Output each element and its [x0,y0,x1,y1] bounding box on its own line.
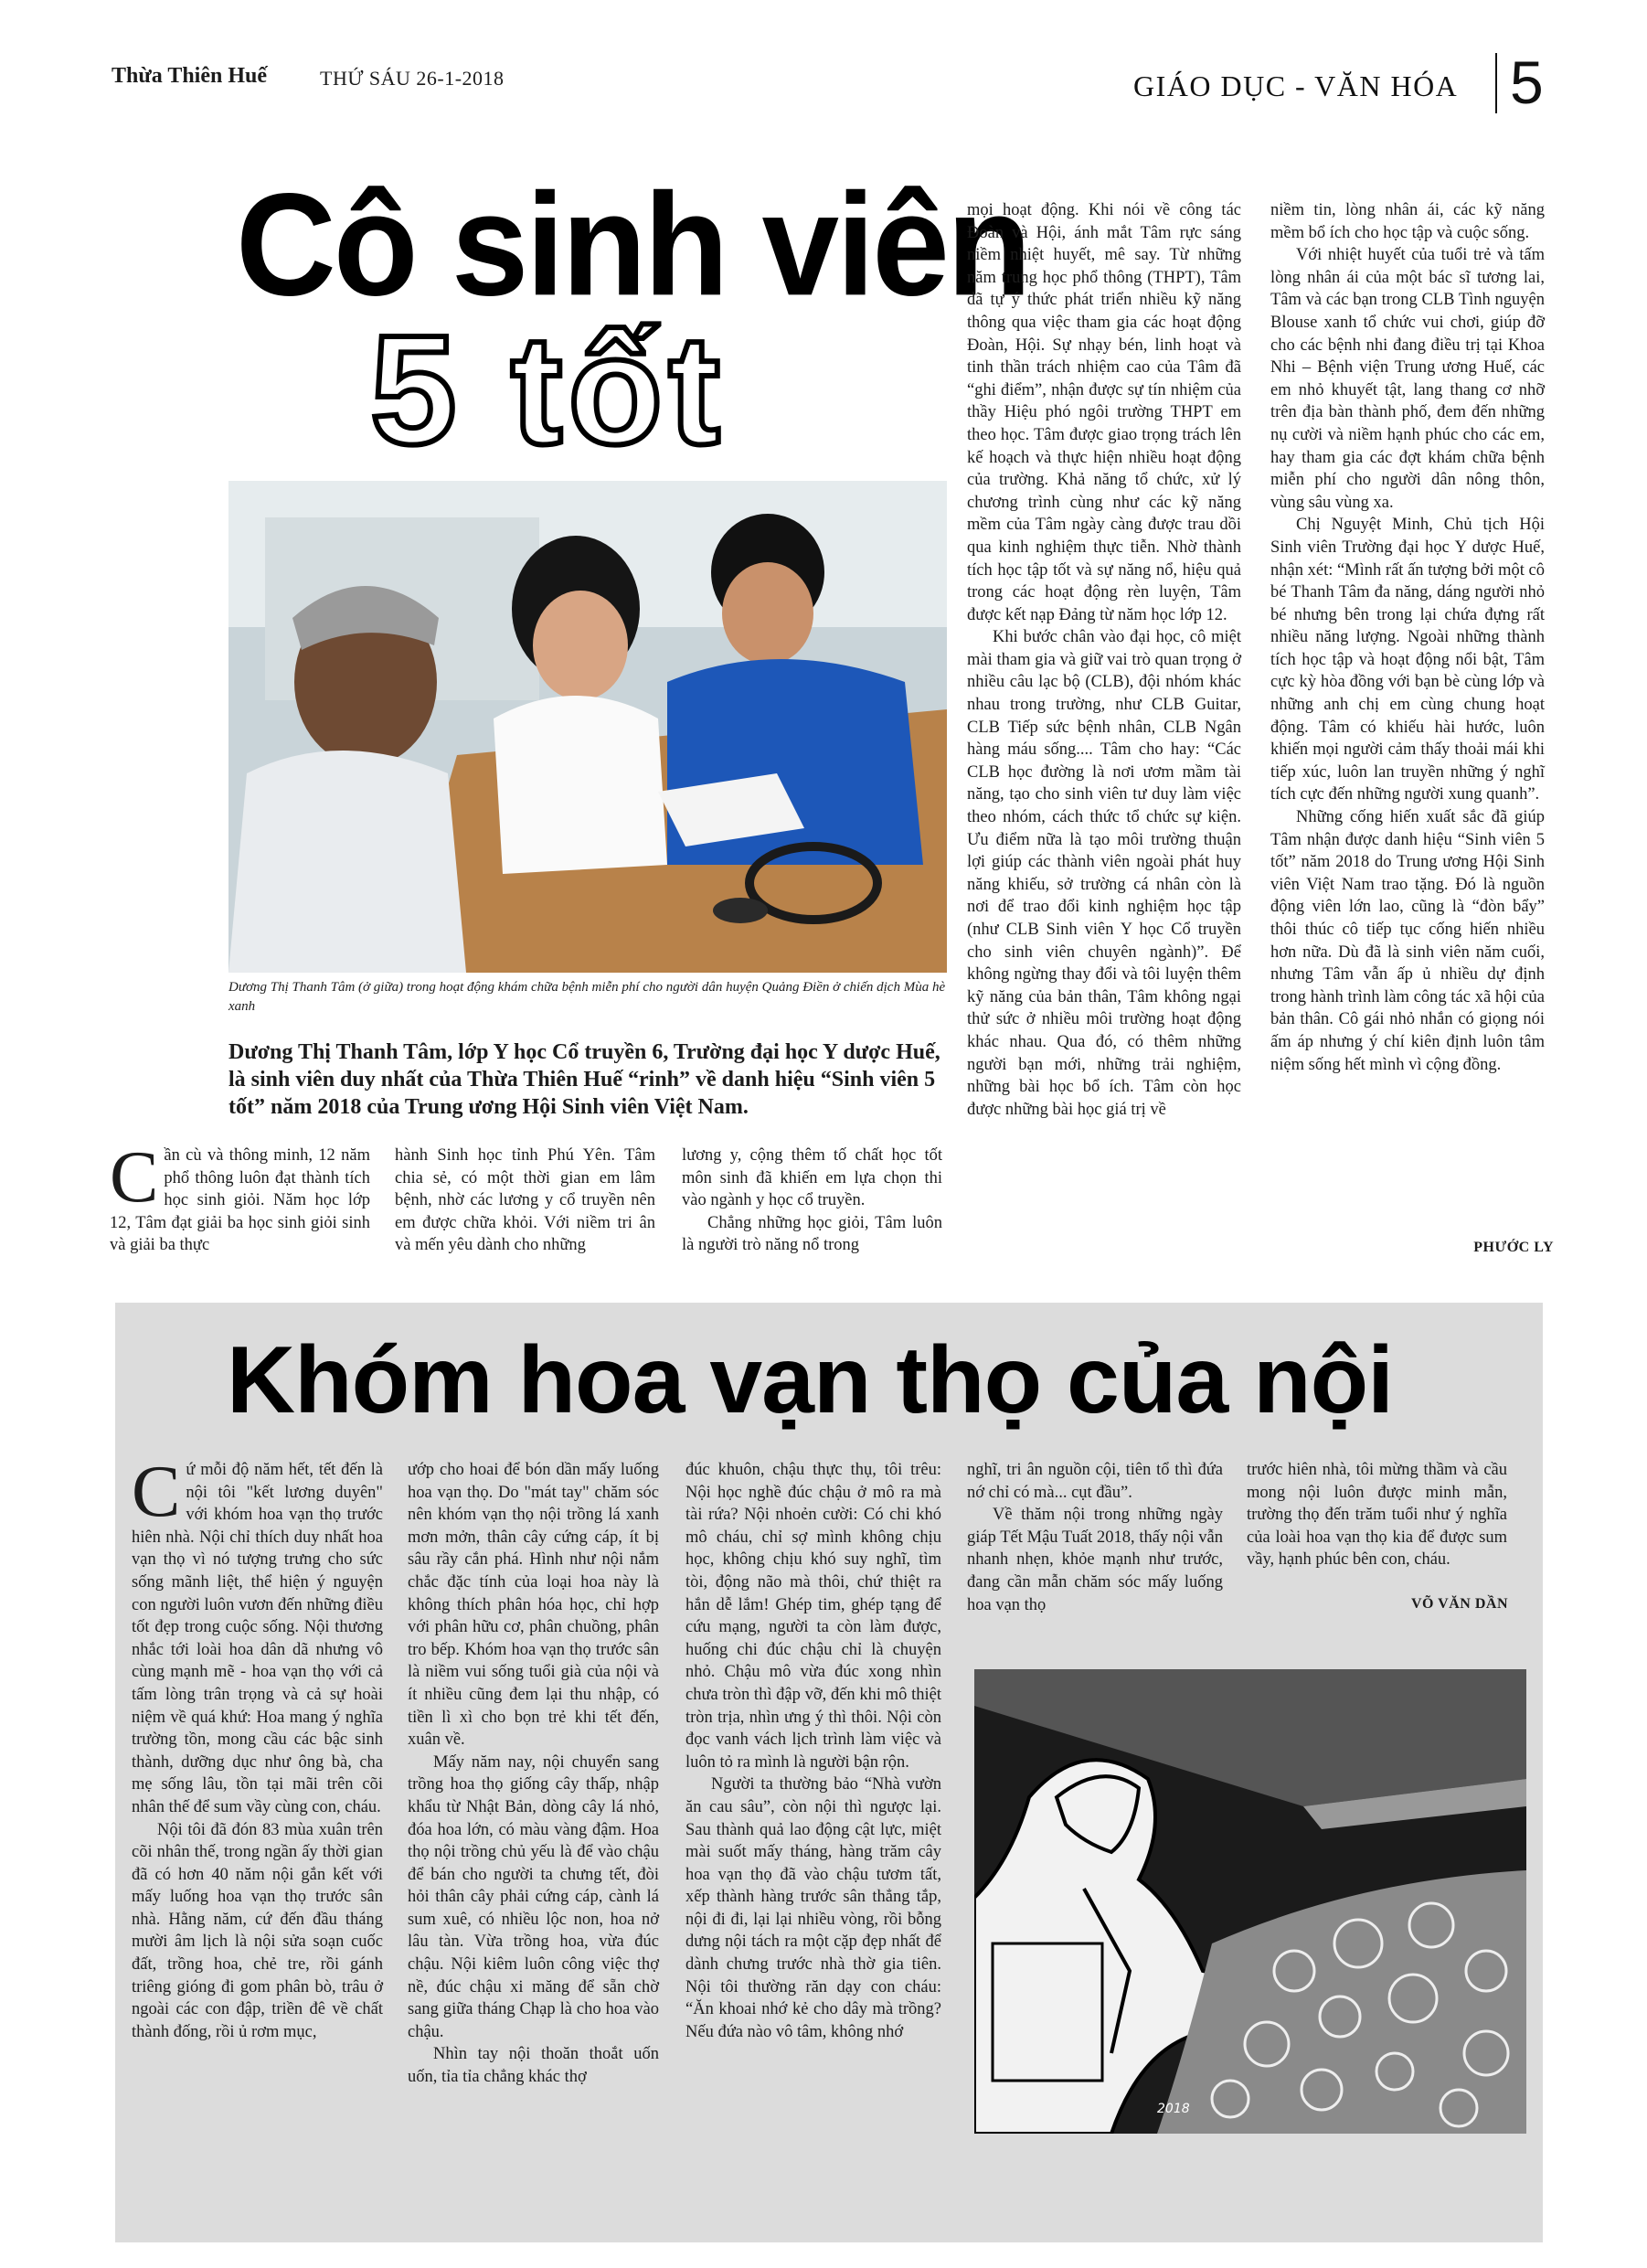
article1-title-line2: 5 tốt [370,303,726,477]
article1-col3-paragraph-2: Chẳng những học giỏi, Tâm luôn là người trò năng nổ trong [682,1213,942,1255]
article1-dropcap: C [110,1137,159,1218]
article1-title-line1: Cô sinh viên [236,163,1029,327]
article1-col5-paragraph-3: Chị Nguyệt Minh, Chủ tịch Hội Sinh viên Trường đại học Y dược Huế, nhận xét: “Mình rất ấn tượng bởi một cô bé Thanh Tâm đa năng, dáng người nhỏ bé nhưng bên trong lại chứa đựng rất nhiều năng lượng. Ngoài những thành tích học tập và hoạt động nổi bật, Tâm cực kỳ hòa đồng với bạn bè cùng lớp và những anh chị em cùng chung hoạt động. Tâm có khiếu hài hước, luôn khiến mọi người cảm thấy thoải mái khi tiếp xúc, luôn lan truyền những ý nghĩ tích cực đến những người xung quanh”. [1270,516,1545,804]
article1-col4-paragraph-1: mọi hoạt động. Khi nói về công tác Đoàn và Hội, ánh mắt Tâm rực sáng niềm nhiệt huyết, mê say. Từ những năm trung học phổ thông (THPT), Tâm đã tự ý thức phát triển nhiều kỹ năng thông qua việc tham gia các hoạt động Đoàn, Hội. Sự nhạy bén, linh hoạt và tinh thần trách nhiệm cao của Tâm đã “ghi điểm”, nhận được sự tín nhiệm của thầy Hiệu phó ngôi trường THPT em theo học. Tâm được giao trọng trách lên kế hoạch và thực hiện nhiều hoạt động của trường. Khả năng tổ chức, xử lý chương trình cùng như các kỹ năng mềm của Tâm ngày càng được trau dồi qua kinh nghiệm thực tiễn. Nhờ thành tích học tập tốt và sự năng nổ, hiệu quả trong các hoạt động rèn luyện, Tâm được kết nạp Đảng từ năm học lớp 12. [967,201,1241,624]
article2-col4-paragraph-1: nghĩ, tri ân nguồn cội, tiên tổ thì đứa nớ chỉ có mà... cụt đầu”. [967,1461,1223,1502]
article1-column-1 [110,1137,370,1257]
page-number: 5 [1510,48,1544,116]
article1-column-5 [1270,199,1545,1076]
article2-byline: VÕ VĂN DẦN [1410,1596,1508,1612]
article1-col4-paragraph-2: Khi bước chân vào đại học, cô miệt mài tham gia và giữ vai trò quan trọng ở nhiều câu lạc bộ (CLB), đội nhóm khác nhau trong trường, như CLB Guitar, CLB Tiếp sức bệnh nhân, CLB Ngân hàng máu sống.... Tâm cho hay: “Các CLB học đường là nơi ươm mầm tài năng, tạo cho sinh viên tư duy làm việc theo nhóm, cách thức tổ chức sự kiện. Ưu điểm nữa là tạo môi trường thuận lợi giúp các thành viên ngoài phát huy năng khiếu, sở trường cá nhân còn là nơi để trao đổi kinh nghiệm học tập (như CLB Sinh viên Y học Cổ truyền cho sinh viên chuyên ngành)”. Để không ngừng thay đổi và tôi luyện thêm kỹ năng của bản thân, Tâm không ngại thử sức ở nhiều môi trường hoạt động khác nhau. Qua đó, có thêm những người bạn mới, những trải nghiệm, những bài học bổ ích. Tâm còn học được những bài học giá trị về [967,628,1241,1119]
article1-col2-text: hành Sinh học tỉnh Phú Yên. Tâm chia sẻ, có một thời gian em lâm bệnh, nhờ các lương y cổ truyền nên em được chữa khỏi. Với niềm tri ân và mến yêu dành cho những [395,1146,655,1255]
article2-column-4 [967,1459,1223,1616]
article1-photo [228,481,947,973]
article2-dropcap: C [132,1452,181,1532]
article1-column-3 [682,1145,942,1257]
article2-col3-paragraph-2: Người ta thường bảo “Nhà vườn ăn cau sâu”, còn nội thì ngược lại. Sau thành quả lao động cật lực, miệt mài suốt mấy tháng, hàng trăm cây hoa vạn thọ đã vào chậu tươm tất, xếp thành hàng trước sân thẳng tắp, nội đi đi, lại lại nhiều vòng, rồi bỗng dưng nội tách ra một cặp đẹp nhất để dành chưng trước nhà thờ gia tiên. Nội tôi thường răn dạy con cháu: “Ăn khoai nhớ kẻ cho dây mà trồng? Nếu đứa nào vô tâm, không nhớ [685,1775,941,2041]
article1-col5-paragraph-1: niềm tin, lòng nhân ái, các kỹ năng mềm bổ ích cho học tập và cuộc sống. [1270,201,1545,242]
article1-column-4 [967,199,1241,1121]
article2-illustration [974,1669,1526,2134]
article2-column-2 [408,1459,659,2089]
article1-column-2 [395,1145,655,1257]
article2-col1-paragraph-1: ứ mỗi độ năm hết, tết đến là nội tôi "kết lương duyên" với khóm hoa vạn thọ trước hiên nhà. Nội chỉ thích duy nhất hoa vạn thọ vì nó tượng trưng cho sức sống mãnh liệt, thể hiện ý nguyện con người luôn vươn đến những điều tốt đẹp trong cuộc sống. Nội thương nhắc tới loài hoa dân dã nhưng vô cùng mạnh mẽ - hoa vạn thọ với cả tấm lòng trân trọng và cả sự hoài niệm về quá khứ: Hoa mang ý nghĩa trường tồn, mong cầu các bậc sinh thành, dưỡng dục như ông bà, cha mẹ sống lâu, tồn tại mãi trên cõi nhân thế để sum vầy cùng con, cháu. [132,1461,383,1816]
article2-col2-paragraph-1: ướp cho hoai để bón dần mấy luống hoa vạn thọ. Do "mát tay" chăm sóc nên khóm vạn thọ nội trồng lá xanh mơn mởn, thân cây cứng cáp, ít bị sâu rầy cắn phá. Hình như nội nắm chắc đặc tính của loại hoa này là không thích phân hóa học, chỉ hợp với phân hữu cơ, phân chuồng, phân tro bếp. Khóm hoa vạn thọ trước sân là niềm vui sống tuổi già của nội và ít nhiều cũng đem lại thu nhập, có tiền lì xì cho bọn trẻ khi tết đến, xuân về. [408,1461,659,1750]
header-divider [1495,53,1497,113]
article2-col4-paragraph-2: Về thăm nội trong những ngày giáp Tết Mậu Tuất 2018, thấy nội vẫn nhanh nhẹn, khỏe mạnh như trước, đang cần mẫn chăm sóc mấy luống hoa vạn thọ [967,1506,1223,1614]
issue-date: THỨ SÁU 26-1-2018 [320,67,505,90]
article2-col5-paragraph-1: trước hiên nhà, tôi mừng thầm và cầu mong nội luôn được minh mẫn, trường thọ đến trăm tuổi như ý nghĩa của loài hoa vạn thọ kia để được sum vầy, hạnh phúc bên con, cháu. [1247,1461,1507,1570]
article2-col2-paragraph-3: Nhìn tay nội thoăn thoắt uốn uốn, tỉa tỉa chẳng khác thợ [408,2045,659,2087]
article2-column-3 [685,1459,941,2043]
article1-col5-paragraph-2: Với nhiệt huyết của tuổi trẻ và tấm lòng nhân ái của một bác sĩ tương lai, Tâm và các bạn trong CLB Tình nguyện Blouse xanh tổ chức vui chơi, giúp đỡ cho các bệnh nhi đang điều trị tại Khoa Nhi – Bệnh viện Trung ương Huế, các em nhỏ khuyết tật, lang thang cơ nhỡ trên địa bàn thành phố, đem đến những nụ cười và niềm hạnh phúc cho các em, hay tham gia các đợt khám chữa bệnh miễn phí cho người dân nông thôn, vùng sâu vùng xa. [1270,246,1545,512]
article1-col3-paragraph-1: lương y, cộng thêm tố chất học tốt môn sinh đã khiến em lựa chọn thi vào ngành y học cổ truyền. [682,1146,942,1210]
article1-photo-caption: Dương Thị Thanh Tâm (ở giữa) trong hoạt động khám chữa bệnh miễn phí cho người dân huyện Quảng Điền ở chiến dịch Mùa hè xanh [228,980,946,1014]
article2-column-1 [132,1452,383,2043]
article2-col3-paragraph-1: đúc khuôn, chậu thực thụ, tôi trêu: Nội học nghề đúc chậu ở mô ra mà tài rứa? Nội nhoẻn cười: Có chi khó mô cháu, chỉ sợ mình không chịu học, không chịu khó suy nghĩ, tìm tòi, động não mà thôi, chứ thiệt ra hắn dễ lắm! Ghép tim, ghép tạng để cứu mạng, người ta còn làm được, huống chi đúc chậu chỉ là chuyện nhỏ. Chậu mô vừa đúc xong nhìn chưa tròn thì đập vỡ, đến khi mô thiệt tròn trịa, nhìn ưng ý thì thôi. Nội còn đọc vanh vách lịch trình làm việc và luôn tỏ ra mình là người bận rộn. [685,1461,941,1772]
newspaper-name: Thừa Thiên Huế [112,64,268,88]
article2-column-5 [1247,1459,1507,1571]
article2-title: Khóm hoa vạn thọ của nội [227,1327,1394,1433]
svg-text:2018: 2018 [1157,2102,1190,2116]
article1-lead: Dương Thị Thanh Tâm, lớp Y học Cổ truyền 6, Trường đại học Y dược Huế, là sinh viên duy nhất của Thừa Thiên Huế “rinh” về danh hiệu “Sinh viên 5 tốt” năm 2018 của Trung ương Hội Sinh viên Việt Nam. [228,1040,940,1119]
article1-byline: PHƯỚC LY [1473,1240,1554,1255]
section-title: GIÁO DỤC - VĂN HÓA [1133,69,1459,102]
article2-col1-paragraph-2: Nội tôi đã đón 83 mùa xuân trên cõi nhân thế, trong ngần ấy thời gian đã có hơn 40 năm nội gắn kết với mấy luống hoa vạn thọ trước sân nhà. Hằng năm, cứ đến đầu tháng mười âm lịch là nội sửa soạn cuốc đất, trồng hoa, chẻ tre, rồi gánh triêng gióng đi gom phân bò, trâu ở ngoài các con đập, triền đê về chất thành đống, rồi ủ rơm mục, [132,1820,383,2041]
article2-col2-paragraph-2: Mấy năm nay, nội chuyển sang trồng hoa thọ giống cây thấp, nhập khẩu từ Nhật Bản, dòng cây lá nhỏ, đóa hoa lớn, có màu vàng đậm. Hoa thọ nội trồng chủ yếu là để vào chậu để bán cho người ta chưng tết, đòi hỏi thân cây phải cứng cáp, cành lá sum xuê, có nhiều lộc non, hoa nở lâu tàn. Vừa trồng hoa, vừa đúc chậu. Nội kiêm luôn công việc thợ nề, đúc chậu xi măng để sẵn chờ sang giữa tháng Chạp là cho hoa vào chậu. [408,1752,659,2041]
article1-col1-text: ần cù và thông minh, 12 năm phổ thông luôn đạt thành tích học sinh giỏi. Năm học lớp 12, Tâm đạt giải ba học sinh giỏi sinh và giải ba thực [110,1146,370,1255]
article1-col5-paragraph-4: Những cống hiến xuất sắc đã giúp Tâm nhận được danh hiệu “Sinh viên 5 tốt” năm 2018 do Trung ương Hội Sinh viên Việt Nam trao tặng. Đó là nguồn động viên lớn lao, cũng là “đòn bẩy” thôi thúc cô tiếp tục cống hiến nhiều hơn nữa. Dù đã là sinh viên năm cuối, nhưng Tâm vẫn ấp ủ nhiều dự định trong hành trình làm công tác xã hội của bản thân. Cô gái nhỏ nhắn có giọng nói ấm áp nhưng ý chí kiên định luôn tâm niệm sống hết mình vì cộng đồng. [1270,808,1545,1074]
